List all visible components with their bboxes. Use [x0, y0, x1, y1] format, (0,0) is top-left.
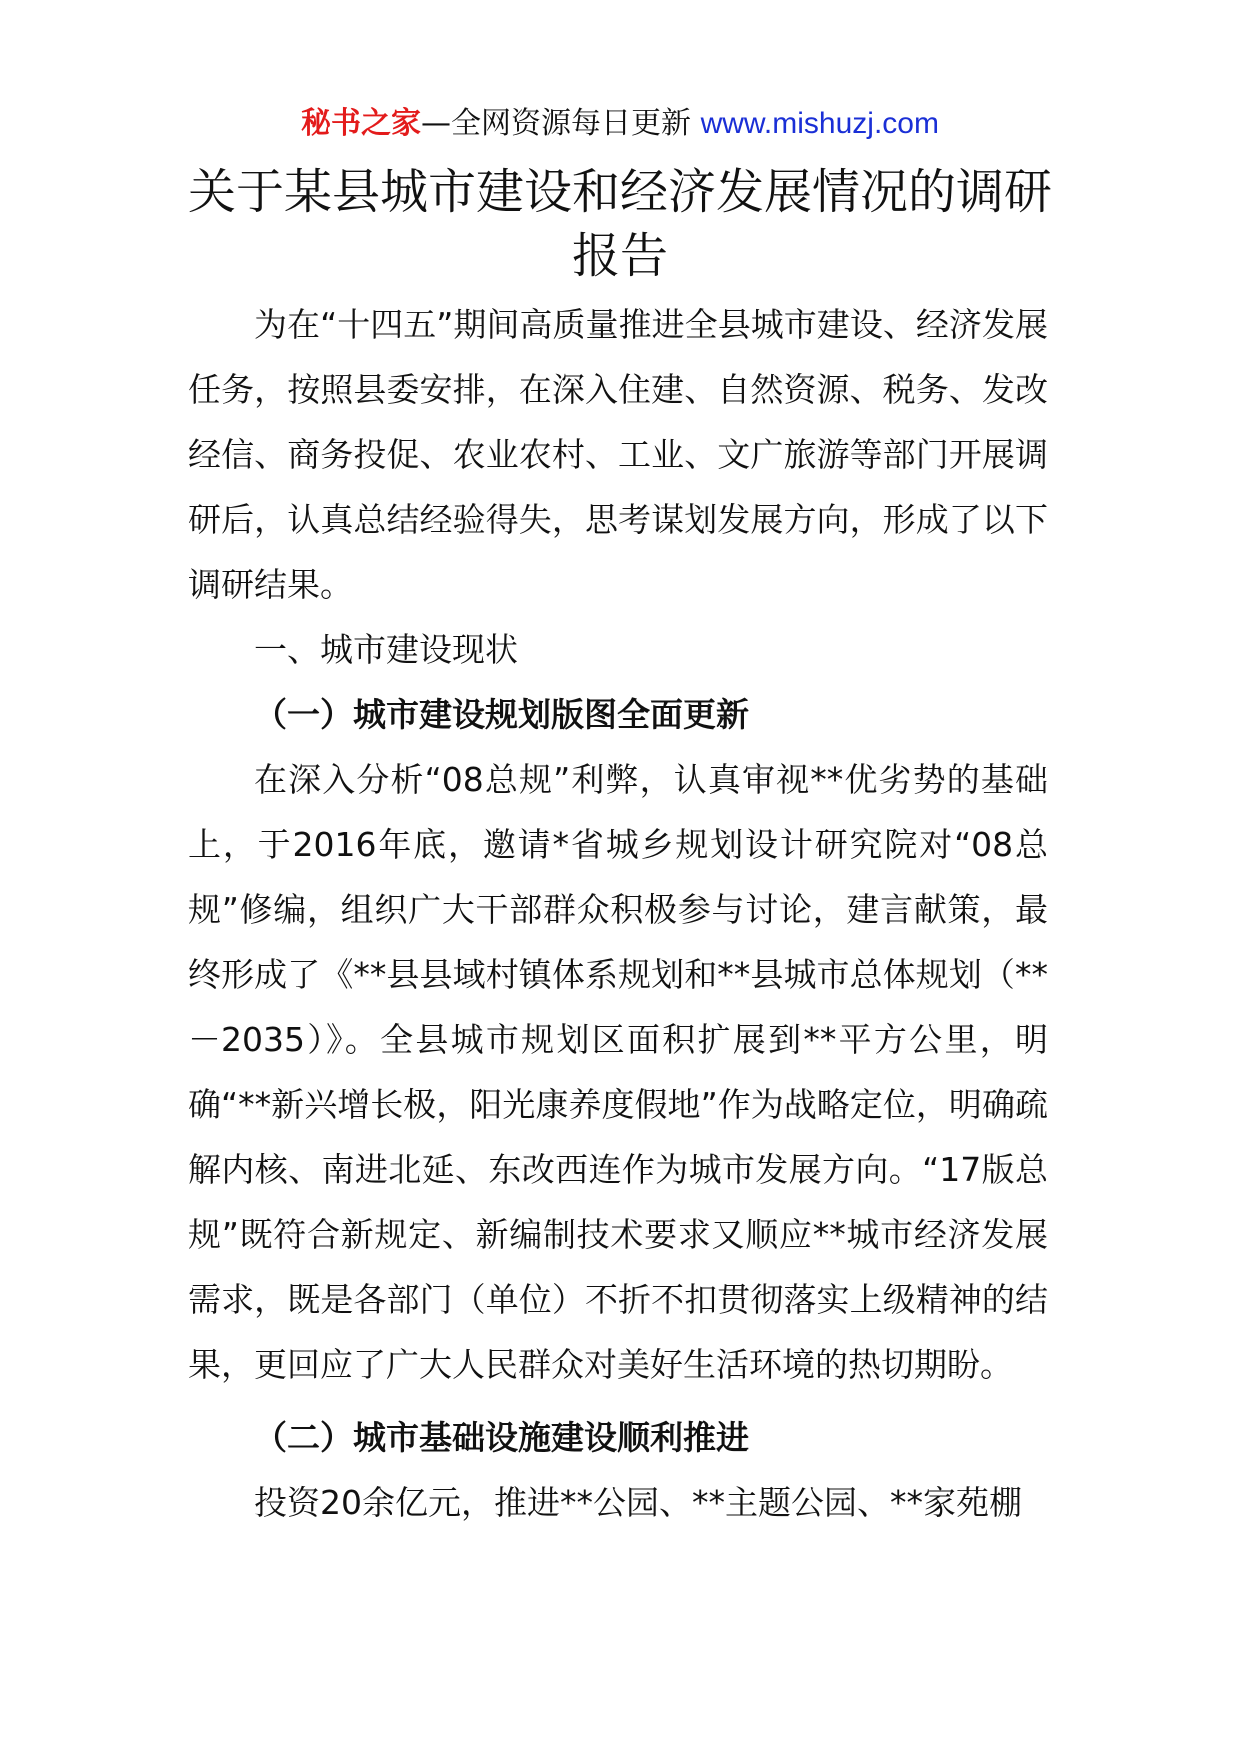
section-heading: 一、城市建设现状 — [254, 630, 518, 669]
subsection-heading: （二）城市基础设施建设顺利推进 — [254, 1418, 749, 1457]
intro-paragraph: 为在“十四五”期间高质量推进全县城市建设、经济发展任务，按照县委安排，在深入住建、自然资源、税务、发改经信、商务投促、农业农村、工业、文广旅游等部门开展调研后，认真总结经验得失，思考谋划发展方向，形成了以下调研结果。 — [188, 305, 1048, 604]
header-slogan: —全网资源每日更新 — [421, 106, 692, 141]
body-paragraph: 在深入分析“08总规”利弊，认真审视**优劣势的基础上，于2016年底，邀请*省城乡规划设计研究院对“08总规”修编，组织广大干部群众积极参与讨论，建言献策，最终形成了《**县县域村镇体系规划和**县城市总体规划（**－2035）》。全县城市规划区面积扩展到**平方公里，明确“**新兴增长极，阳光康养度假地”作为战略定位，明确疏解内核、南进北延、东改西连作为城市发展方向。“17版总规”既符合新规定、新编制技术要求又顺应**城市经济发展需求，既是各部门（单位）不折不扣贯彻落实上级精神的结果，更回应了广大人民群众对美好生活环境的热切期盼。 — [188, 760, 1048, 1384]
brand-name: 秘书之家 — [301, 106, 422, 141]
site-url[interactable]: www.mishuzj.com — [700, 107, 939, 140]
subsection-heading: （一）城市建设规划版图全面更新 — [254, 695, 749, 734]
site-header — [0, 102, 1240, 146]
document-title: 关于某县城市建设和经济发展情况的调研报告 — [187, 164, 1052, 284]
body-paragraph: 投资20余亿元，推进**公园、**主题公园、**家苑棚 — [254, 1483, 1022, 1522]
document-body — [188, 292, 1048, 1535]
